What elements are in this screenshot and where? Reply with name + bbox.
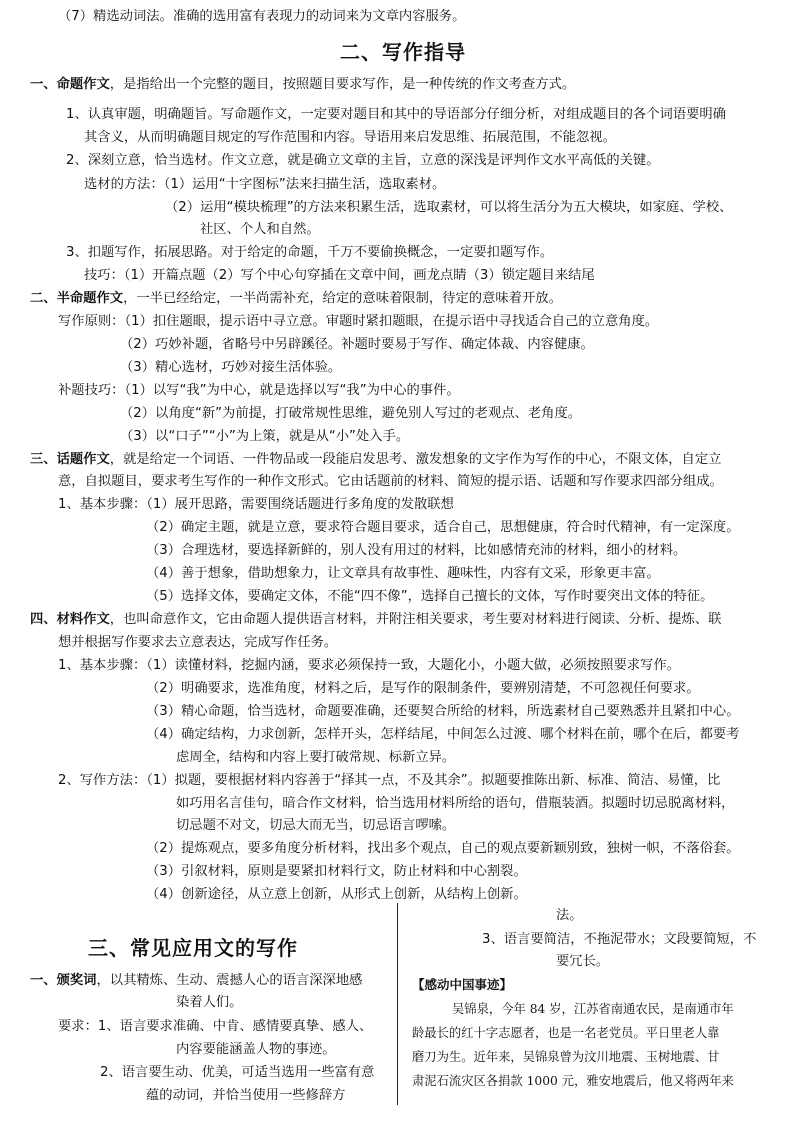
text-line: 补题技巧：（1）以写“我”为中心，就是选择以写“我”为中心的事件。 [58, 383, 460, 398]
text-line: 染着人们。 [176, 995, 243, 1010]
text-line: （3）精心命题，恰当选材，命题要准确，还要契合所给的材料，所选素材自己要熟悉并且紧扣中心。 [146, 704, 740, 719]
text-line: （2）确定主题，就是立意，要求符合题目要求，适合自己，思想健康，符合时代精神，有一定深度。 [146, 520, 740, 535]
text-line: 1、基本步骤：（1）读懂材料，挖掘内涵，要求必须保持一致，大题化小，小题大做，必须按照要求写作。 [58, 658, 680, 673]
text-line: 想并根据写作要求去立意表达，完成写作任务。 [58, 635, 338, 650]
text-line: 3、扣题写作，拓展思路。对于给定的命题，千万不要偷换概念，一定要扣题写作。 [66, 245, 554, 260]
text-line: 1、基本步骤：（1）展开思路，需要围绕话题进行多角度的发散联想 [58, 497, 454, 512]
text-line: 2、深刻立意，恰当选材。作文立意，就是确立文章的主旨，立意的深浅是评判作文水平高低的关键。 [66, 153, 660, 168]
heading-material-essay: 四、材料作文 [30, 612, 110, 627]
text-line: 3、语言要简洁，不拖泥带水；文段要简短，不 [482, 932, 757, 947]
text-line: 龄最长的红十字志愿者，也是一名老党员。平日里老人靠 [412, 1026, 720, 1040]
text-line: 写作原则：（1）扣住题眼，提示语中寻立意。审题时紧扣题眼，在提示语中寻找适合自己的立意角度。 [58, 314, 659, 329]
text-line: 肃泥石流灾区各捐款 1000 元，雅安地震后，他又将两年来 [412, 1074, 734, 1088]
section-title-writing-guide: 二、写作指导 [340, 40, 466, 64]
text-line: 切忌题不对文，切忌大而无当，切忌语言啰嗦。 [176, 818, 456, 833]
text-line: （2）明确要求，选准角度，材料之后，是写作的限制条件，要辨别清楚，不可忽视任何要求。 [146, 681, 700, 696]
section-title-practical-writing: 三、常见应用文的写作 [88, 936, 298, 960]
text-line: 技巧：（1）开篇点题（2）写个中心句穿插在文章中间，画龙点睛（3）锁定题目来结尾 [84, 268, 595, 283]
text-line: （5）选择文体，要确定文体，不能“四不像”，选择自己擅长的文体，写作时要突出文体的特征。 [146, 589, 714, 604]
story-heading: 【感动中国事迹】 [412, 977, 513, 992]
text-line: （4）善于想象，借助想象力，让文章具有故事性、趣味性，内容有文采，形象更丰富。 [146, 566, 660, 581]
text-line: 选材的方法：（1）运用“十字图标”法来扫描生活，选取素材。 [84, 177, 446, 192]
text-line: （2）运用“模块梳理”的方法来积累生活，选取素材，可以将生活分为五大模块，如家庭、学校、 [165, 200, 733, 215]
text-line: 吴锦泉，今年 84 岁，江苏省南通农民，是南通市年 [452, 1002, 734, 1016]
heading-propositional-essay: 一、命题作文 [30, 77, 110, 92]
text-line: 2、写作方法：（1）拟题，要根据材料内容善于“择其一点，不及其余”。拟题要推陈出新、标准、简洁、易懂，比 [58, 773, 721, 788]
text-line: 法。 [556, 908, 583, 923]
text-line: 2、语言要生动、优美，可适当选用一些富有意 [100, 1065, 375, 1080]
heading-semi-propositional-essay: 二、半命题作文 [30, 291, 124, 306]
text-line: 磨刀为生。近年来，吴锦泉曾为汶川地震、玉树地震、甘 [412, 1050, 720, 1064]
text-line: （3）精心选材，巧妙对接生活体验。 [120, 360, 342, 375]
text-line: 要冗长。 [556, 954, 610, 969]
text-line: 一、命题作文，是指给出一个完整的题目，按照题目要求写作，是一种传统的作文考查方式。 [30, 77, 576, 92]
heading-award-speech: 一、颁奖词 [30, 973, 97, 988]
text-line: 意，自拟题目，要求考生写作的一种作文形式。它由话题前的材料、简短的提示语、话题和写作要求四部分组成。 [58, 474, 723, 489]
text-line: （3）引叙材料，原则是要紧扣材料行文，防止材料和中心割裂。 [146, 864, 527, 879]
heading-topic-essay: 三、话题作文 [30, 452, 110, 467]
text-line: 蕴的动词，并恰当使用一些修辞方 [146, 1088, 346, 1103]
column-divider [397, 903, 398, 1105]
text-line: 社区、个人和自然。 [200, 222, 320, 237]
text-line: （7）精选动词法。准确的选用富有表现力的动词来为文章内容服务。 [58, 9, 466, 24]
text-line: （3）合理选材，要选择新鲜的，别人没有用过的材料，比如感情充沛的材料，细小的材料。 [146, 543, 687, 558]
text-line: 二、半命题作文，一半已经给定，一半尚需补充，给定的意味着限制，待定的意味着开放。 [30, 291, 562, 306]
text-line: 虑周全，结构和内容上要打破常规、标新立异。 [176, 750, 456, 765]
text-line: （2）巧妙补题，省略号中另辟蹊径。补题时要易于写作、确定体裁、内容健康。 [120, 337, 594, 352]
text-line: 1、认真审题，明确题旨。写命题作文，一定要对题目和其中的导语部分仔细分析，对组成题目的各个词语要明确 [66, 107, 727, 122]
text-line: 如巧用名言佳句，暗合作文材料，恰当选用材料所给的语句，借瓶装酒。拟题时切忌脱离材料， [176, 796, 735, 811]
text-line: （4）确定结构，力求创新，怎样开头，怎样结尾，中间怎么过渡、哪个材料在前，哪个在后，都要考 [146, 727, 740, 742]
text-line: 要求：1、语言要求准确、中肯、感情要真挚、感人、 [58, 1019, 373, 1034]
text-line: （2）提炼观点，要多角度分析材料，找出多个观点，自己的观点要新颖别致，独树一帜，不落俗套。 [146, 841, 740, 856]
text-line: 四、材料作文，也叫命意作文，它由命题人提供语言材料，并附注相关要求，考生要对材料进行阅读、分析、提炼、联 [30, 612, 722, 627]
text-line: （3）以“口子”“小”为上策，就是从“小”处入手。 [120, 429, 410, 444]
text-line: 其含义，从而明确题目规定的写作范围和内容。导语用来启发思维、拓展范围，不能忽视。 [84, 130, 616, 145]
text-line: （2）以角度“新”为前提，打破常规性思维，避免别人写过的老观点、老角度。 [120, 406, 582, 421]
text-line: 一、颁奖词，以其精炼、生动、震撼人心的语言深深地感 [30, 973, 363, 988]
text-line: 内容要能涵盖人物的事迹。 [176, 1042, 336, 1057]
text-line: （4）创新途径，从立意上创新，从形式上创新，从结构上创新。 [146, 887, 527, 902]
text-line: 三、话题作文，就是给定一个词语、一件物品或一段能启发思考、激发想象的文字作为写作的中心，不限文体，自定立 [30, 452, 722, 467]
